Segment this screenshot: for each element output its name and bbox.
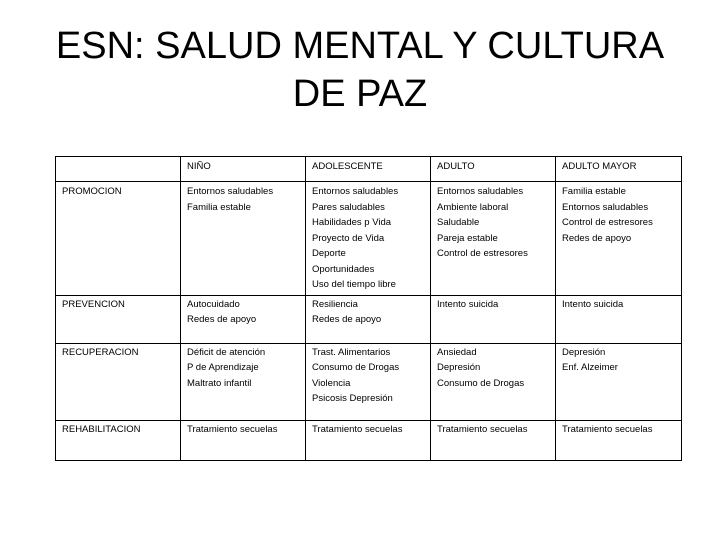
table-row — [56, 182, 682, 296]
cell-line: Familia estable — [187, 201, 251, 213]
row-label-rehabilitacion: REHABILITACION — [56, 420, 181, 460]
cell-line: Depresión — [437, 362, 481, 373]
cell-line: Entornos saludables — [437, 186, 524, 197]
header-cell-adulto-mayor: ADULTO MAYOR — [556, 157, 682, 182]
cell-line: Deporte — [312, 248, 346, 259]
cell-line: Entornos saludables — [187, 186, 274, 197]
table-row — [56, 295, 682, 343]
table-row — [56, 420, 682, 460]
header-cell-empty — [56, 157, 181, 182]
table-cell — [306, 420, 431, 460]
row-label-recuperacion: RECUPERACION — [56, 343, 181, 420]
cell-line: Habilidades p Vida — [312, 217, 392, 228]
table-cell — [556, 420, 682, 460]
cell-line: Enf. Alzeimer — [562, 362, 618, 373]
page-title: ESN: SALUD MENTAL Y CULTURA DE PAZ — [55, 25, 665, 115]
cell-line: Ambiente laboral — [437, 201, 509, 213]
cell-line: Tratamiento secuelas — [437, 423, 528, 435]
table-cell — [431, 295, 556, 343]
table-cell — [431, 420, 556, 460]
cell-line: Autocuidado — [187, 298, 240, 310]
cell-line: Violencia — [312, 377, 351, 389]
cell-line: Oportunidades — [312, 263, 375, 275]
cell-line: Resiliencia — [312, 298, 358, 310]
table-cell — [181, 420, 306, 460]
table-cell — [556, 295, 682, 343]
header-cell-nino: NIÑO — [181, 157, 306, 182]
cell-line: Redes de apoyo — [187, 314, 257, 325]
cell-line: Consumo de Drogas — [437, 377, 525, 389]
cell-line: Redes de apoyo — [562, 232, 632, 244]
header-cell-adulto: ADULTO — [431, 157, 556, 182]
cell-line: Intento suicida — [437, 298, 499, 310]
table-cell — [556, 182, 682, 296]
cell-line: Tratamiento secuelas — [312, 423, 403, 435]
cell-line: Control de estresores — [562, 217, 653, 228]
cell-line: Saludable — [437, 217, 480, 228]
table-cell — [306, 343, 431, 420]
cell-line: Pareja estable — [437, 232, 498, 244]
cell-line: Proyecto de Vida — [312, 232, 385, 244]
cell-line: Tratamiento secuelas — [562, 423, 653, 435]
table-cell — [431, 343, 556, 420]
cell-line: Pares saludables — [312, 201, 385, 213]
cell-line: Psicosis Depresión — [312, 393, 393, 404]
header-cell-adolescente: ADOLESCENTE — [306, 157, 431, 182]
table-header-row — [56, 157, 682, 182]
cell-line: Depresión — [562, 346, 606, 358]
table-cell — [181, 295, 306, 343]
cell-line: Uso del tiempo libre — [312, 279, 396, 290]
cell-line: Intento suicida — [562, 298, 624, 310]
cell-line: P de Aprendizaje — [187, 362, 259, 373]
cell-line: Maltrato infantil — [187, 377, 252, 389]
cell-line: Consumo de Drogas — [312, 362, 400, 373]
table-cell — [306, 182, 431, 296]
cell-line: Control de estresores — [437, 248, 528, 259]
cell-line: Entornos saludables — [562, 201, 649, 213]
table-cell — [556, 343, 682, 420]
cell-line: Ansiedad — [437, 346, 477, 358]
table-cell — [431, 182, 556, 296]
table-cell — [181, 343, 306, 420]
cell-line: Trast. Alimentarios — [312, 346, 391, 358]
cell-line: Entornos saludables — [312, 186, 399, 197]
cell-line: Familia estable — [562, 186, 626, 197]
cell-line: Déficit de atención — [187, 346, 266, 358]
table-cell — [306, 295, 431, 343]
row-label-promocion: PROMOCION — [56, 182, 181, 296]
cell-line: Tratamiento secuelas — [187, 423, 278, 435]
mental-health-table — [55, 156, 682, 461]
table-row — [56, 343, 682, 420]
row-label-prevencion: PREVENCION — [56, 295, 181, 343]
cell-line: Redes de apoyo — [312, 314, 382, 325]
table-cell — [181, 182, 306, 296]
